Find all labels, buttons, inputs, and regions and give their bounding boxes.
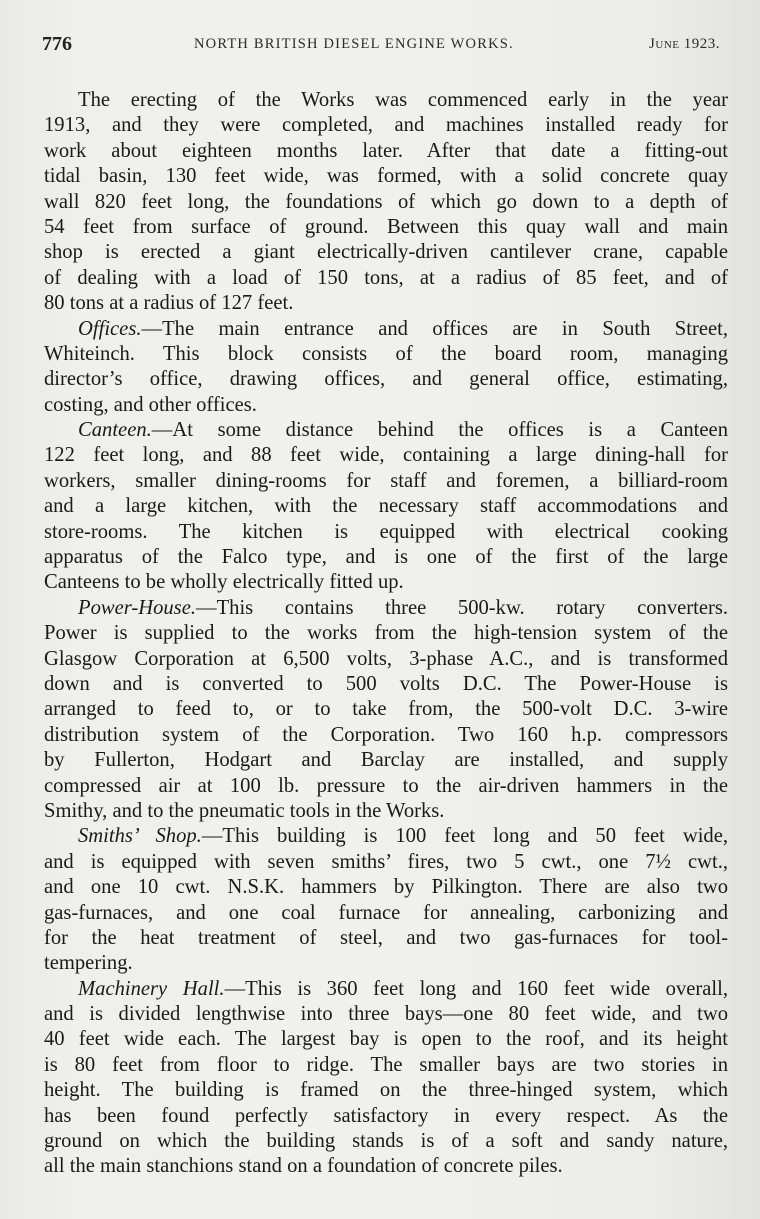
line-text: tidal basin, 130 feet wide, was formed, with a solid concrete quay bbox=[44, 165, 728, 188]
paragraph bbox=[44, 317, 728, 419]
line-text: —This contains three 500-kw. rotary converters. bbox=[195, 596, 728, 619]
section-run-in-heading: Offices. bbox=[78, 317, 142, 340]
text-line bbox=[44, 545, 728, 570]
text-line bbox=[44, 240, 728, 265]
line-text: 122 feet long, and 88 feet wide, containing a large dining-hall for bbox=[44, 444, 728, 467]
text-line bbox=[44, 951, 728, 976]
line-text: apparatus of the Falco type, and is one of the first of the large bbox=[44, 546, 728, 569]
text-line bbox=[44, 443, 728, 468]
text-line bbox=[44, 1154, 728, 1179]
line-text: of dealing with a load of 150 tons, at a radius of 85 feet, and of bbox=[44, 266, 728, 289]
text-line bbox=[44, 291, 728, 316]
line-text: costing, and other offices. bbox=[44, 393, 257, 416]
text-line bbox=[44, 875, 728, 900]
line-text: ground on which the building stands is of a soft and sandy nature, bbox=[44, 1130, 728, 1153]
line-text: The erecting of the Works was commenced early in the year bbox=[78, 89, 728, 111]
text-line bbox=[44, 570, 728, 595]
paragraph bbox=[44, 88, 728, 317]
text-line bbox=[44, 367, 728, 392]
line-text: arranged to feed to, or to take from, the 500-volt D.C. 3-wire bbox=[44, 698, 728, 721]
paragraph bbox=[44, 824, 728, 976]
text-line bbox=[44, 774, 728, 799]
line-text: 40 feet wide each. The largest bay is open to the roof, and its height bbox=[44, 1028, 728, 1051]
text-line bbox=[44, 1129, 728, 1154]
paragraph bbox=[44, 977, 728, 1180]
text-line bbox=[44, 266, 728, 291]
text-line bbox=[44, 164, 728, 189]
page-number: 776 bbox=[42, 33, 72, 55]
line-text: tempering. bbox=[44, 952, 133, 975]
line-text: work about eighteen months later. After that date a fitting-out bbox=[44, 139, 728, 162]
issue-date: June 1923. bbox=[649, 36, 720, 52]
line-text: and is equipped with seven smiths’ fires, two 5 cwt., one 7½ cwt., bbox=[44, 850, 728, 873]
text-line bbox=[44, 494, 728, 519]
section-run-in-heading: Machinery Hall. bbox=[78, 977, 225, 1000]
text-line bbox=[44, 342, 728, 367]
text-line bbox=[44, 520, 728, 545]
line-text: workers, smaller dining-rooms for staff and foremen, a billiard-room bbox=[44, 469, 728, 492]
line-text: —This is 360 feet long and 160 feet wide overall, bbox=[224, 977, 728, 1000]
text-line bbox=[44, 190, 728, 215]
line-text: Whiteinch. This block consists of the board room, managing bbox=[44, 342, 728, 365]
text-line bbox=[44, 596, 728, 621]
line-text: down and is converted to 500 volts D.C. The Power-House is bbox=[44, 672, 728, 695]
line-text: shop is erected a giant electrically-driven cantilever crane, capable bbox=[44, 241, 728, 264]
text-line bbox=[44, 1002, 728, 1027]
line-text: wall 820 feet long, the foundations of which go down to a depth of bbox=[44, 190, 728, 213]
line-text: all the main stanchions stand on a foundation of concrete piles. bbox=[44, 1155, 563, 1178]
text-line bbox=[44, 901, 728, 926]
line-text: —The main entrance and offices are in South Street, bbox=[141, 317, 728, 340]
line-text: Smithy, and to the pneumatic tools in the Works. bbox=[44, 799, 445, 822]
text-line bbox=[44, 621, 728, 646]
line-text: and is divided lengthwise into three bays—one 80 feet wide, and two bbox=[44, 1003, 728, 1026]
line-text: and a large kitchen, with the necessary staff accommodations and bbox=[44, 495, 728, 518]
text-line bbox=[44, 824, 728, 849]
text-line bbox=[44, 799, 728, 824]
text-line bbox=[44, 88, 728, 113]
line-text: and one 10 cwt. N.S.K. hammers by Pilkington. There are also two bbox=[44, 876, 728, 899]
text-line bbox=[44, 317, 728, 342]
line-text: store-rooms. The kitchen is equipped with electrical cooking bbox=[44, 520, 728, 543]
line-text: Power is supplied to the works from the high-tension system of the bbox=[44, 622, 728, 645]
text-line bbox=[44, 215, 728, 240]
text-line bbox=[44, 1078, 728, 1103]
text-line bbox=[44, 393, 728, 418]
line-text: 1913, and they were completed, and machines installed ready for bbox=[44, 114, 728, 137]
text-line bbox=[44, 748, 728, 773]
line-text: has been found perfectly satisfactory in every respect. As the bbox=[44, 1104, 728, 1127]
line-text: director’s office, drawing offices, and general office, estimating, bbox=[44, 368, 728, 391]
text-line bbox=[44, 139, 728, 164]
line-text: —This building is 100 feet long and 50 feet wide, bbox=[201, 825, 728, 848]
line-text: for the heat treatment of steel, and two gas-furnaces for tool- bbox=[44, 926, 728, 949]
line-text: —At some distance behind the offices is a Canteen bbox=[151, 419, 728, 442]
line-text: compressed air at 100 lb. pressure to the air-driven hammers in the bbox=[44, 774, 728, 797]
text-line bbox=[44, 418, 728, 443]
running-title: NORTH BRITISH DIESEL ENGINE WORKS. bbox=[194, 36, 514, 52]
paragraph bbox=[44, 418, 728, 596]
text-line bbox=[44, 926, 728, 951]
text-line bbox=[44, 672, 728, 697]
section-run-in-heading: Power-House. bbox=[78, 596, 196, 619]
line-text: is 80 feet from floor to ridge. The smaller bays are two stories in bbox=[44, 1053, 728, 1076]
text-line bbox=[44, 1027, 728, 1052]
line-text: Canteens to be wholly electrically fitted up. bbox=[44, 571, 404, 594]
line-text: 80 tons at a radius of 127 feet. bbox=[44, 292, 294, 315]
line-text: by Fullerton, Hodgart and Barclay are installed, and supply bbox=[44, 749, 728, 772]
line-text: gas-furnaces, and one coal furnace for annealing, carbonizing and bbox=[44, 901, 728, 924]
paragraph bbox=[44, 596, 728, 825]
line-text: 54 feet from surface of ground. Between this quay wall and main bbox=[44, 215, 728, 238]
article-body bbox=[44, 88, 728, 1180]
line-text: Glasgow Corporation at 6,500 volts, 3-phase A.C., and is transformed bbox=[44, 647, 728, 670]
line-text: distribution system of the Corporation. Two 160 h.p. compressors bbox=[44, 723, 728, 746]
text-line bbox=[44, 723, 728, 748]
text-line bbox=[44, 1053, 728, 1078]
text-line bbox=[44, 647, 728, 672]
text-line bbox=[44, 697, 728, 722]
text-line bbox=[44, 469, 728, 494]
text-line bbox=[44, 850, 728, 875]
section-run-in-heading: Smiths’ Shop. bbox=[78, 825, 202, 848]
text-line bbox=[44, 113, 728, 138]
line-text: height. The building is framed on the three-hinged system, which bbox=[44, 1079, 728, 1102]
text-line bbox=[44, 977, 728, 1002]
text-line bbox=[44, 1104, 728, 1129]
section-run-in-heading: Canteen. bbox=[78, 419, 152, 442]
running-head bbox=[42, 33, 730, 57]
